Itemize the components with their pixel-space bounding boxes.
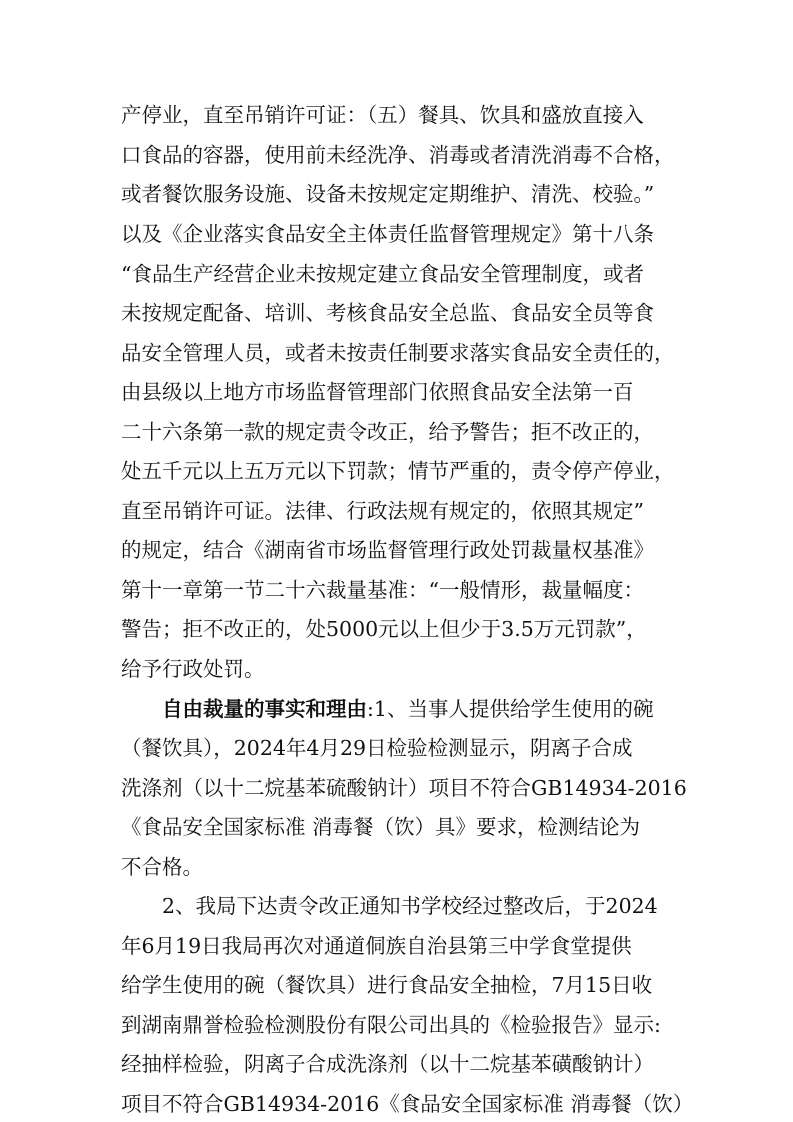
section-heading: 自由裁量的事实和理由 xyxy=(162,697,367,721)
text-line: 警告；拒不改正的，处5000元以上但少于3.5万元罚款”， xyxy=(121,617,647,641)
text-line: 《食品安全国家标准 消毒餐（饮）具》要求，检测结论为 xyxy=(121,815,641,839)
text-span: :1、当事人提供给学生使用的碗 xyxy=(367,697,654,721)
text-line: 洗涤剂（以十二烷基苯硫酸钠计）项目不符合GB14934-2016 xyxy=(121,776,687,800)
text-line: 以及《企业落实食品安全主体责任监督管理规定》第十八条 xyxy=(121,222,654,246)
text-line: 未按规定配备、培训、考核食品安全总监、食品安全员等食 xyxy=(121,301,654,325)
text-line: 二十六条第一款的规定责令改正，给予警告；拒不改正的， xyxy=(121,420,654,444)
paragraph-first-line: 2、我局下达责令改正通知书学校经过整改后，于2024 xyxy=(162,894,658,918)
text-line: 不合格。 xyxy=(121,855,203,879)
text-line: 处五千元以上五万元以下罚款；情节严重的，责令停产停业， xyxy=(121,459,675,483)
text-line: “食品生产经营企业未按规定建立食品安全管理制度，或者 xyxy=(121,262,644,286)
text-line: （餐饮具），2024年4月29日检验检测显示，阴离子合成 xyxy=(121,736,633,760)
text-line: 第十一章第一节二十六裁量基准：“一般情形，裁量幅度： xyxy=(121,578,644,602)
text-line: 或者餐饮服务设施、设备未按规定定期维护、清洗、校验。” xyxy=(121,182,655,206)
text-line: 的规定，结合《湖南省市场监督管理行政处罚裁量权基准》 xyxy=(121,538,654,562)
text-line: 由县级以上地方市场监督管理部门依照食品安全法第一百 xyxy=(121,380,634,404)
text-line: 给予行政处罚。 xyxy=(121,657,265,681)
paragraph-first-line xyxy=(162,692,722,726)
text-line: 到湖南鼎誉检验检测股份有限公司出具的《检验报告》显示: xyxy=(121,1013,661,1037)
text-line: 经抽样检验，阴离子合成洗涤剂（以十二烷基苯磺酸钠计） xyxy=(121,1052,654,1076)
text-line: 给学生使用的碗（餐饮具）进行食品安全抽检，7月15日收 xyxy=(121,973,653,997)
text-line: 年6月19日我局再次对通道侗族自治县第三中学食堂提供 xyxy=(121,934,632,958)
text-line: 口食品的容器，使用前未经洗净、消毒或者清洗消毒不合格， xyxy=(121,143,675,167)
text-line: 直至吊销许可证。法律、行政法规有规定的，依照其规定” xyxy=(121,499,644,523)
text-line: 品安全管理人员，或者未按责任制要求落实食品安全责任的， xyxy=(121,341,675,365)
text-line: 项目不符合GB14934-2016《食品安全国家标准 消毒餐（饮） xyxy=(121,1092,694,1116)
text-line: 产停业，直至吊销许可证：（五）餐具、饮具和盛放直接入 xyxy=(121,103,644,127)
